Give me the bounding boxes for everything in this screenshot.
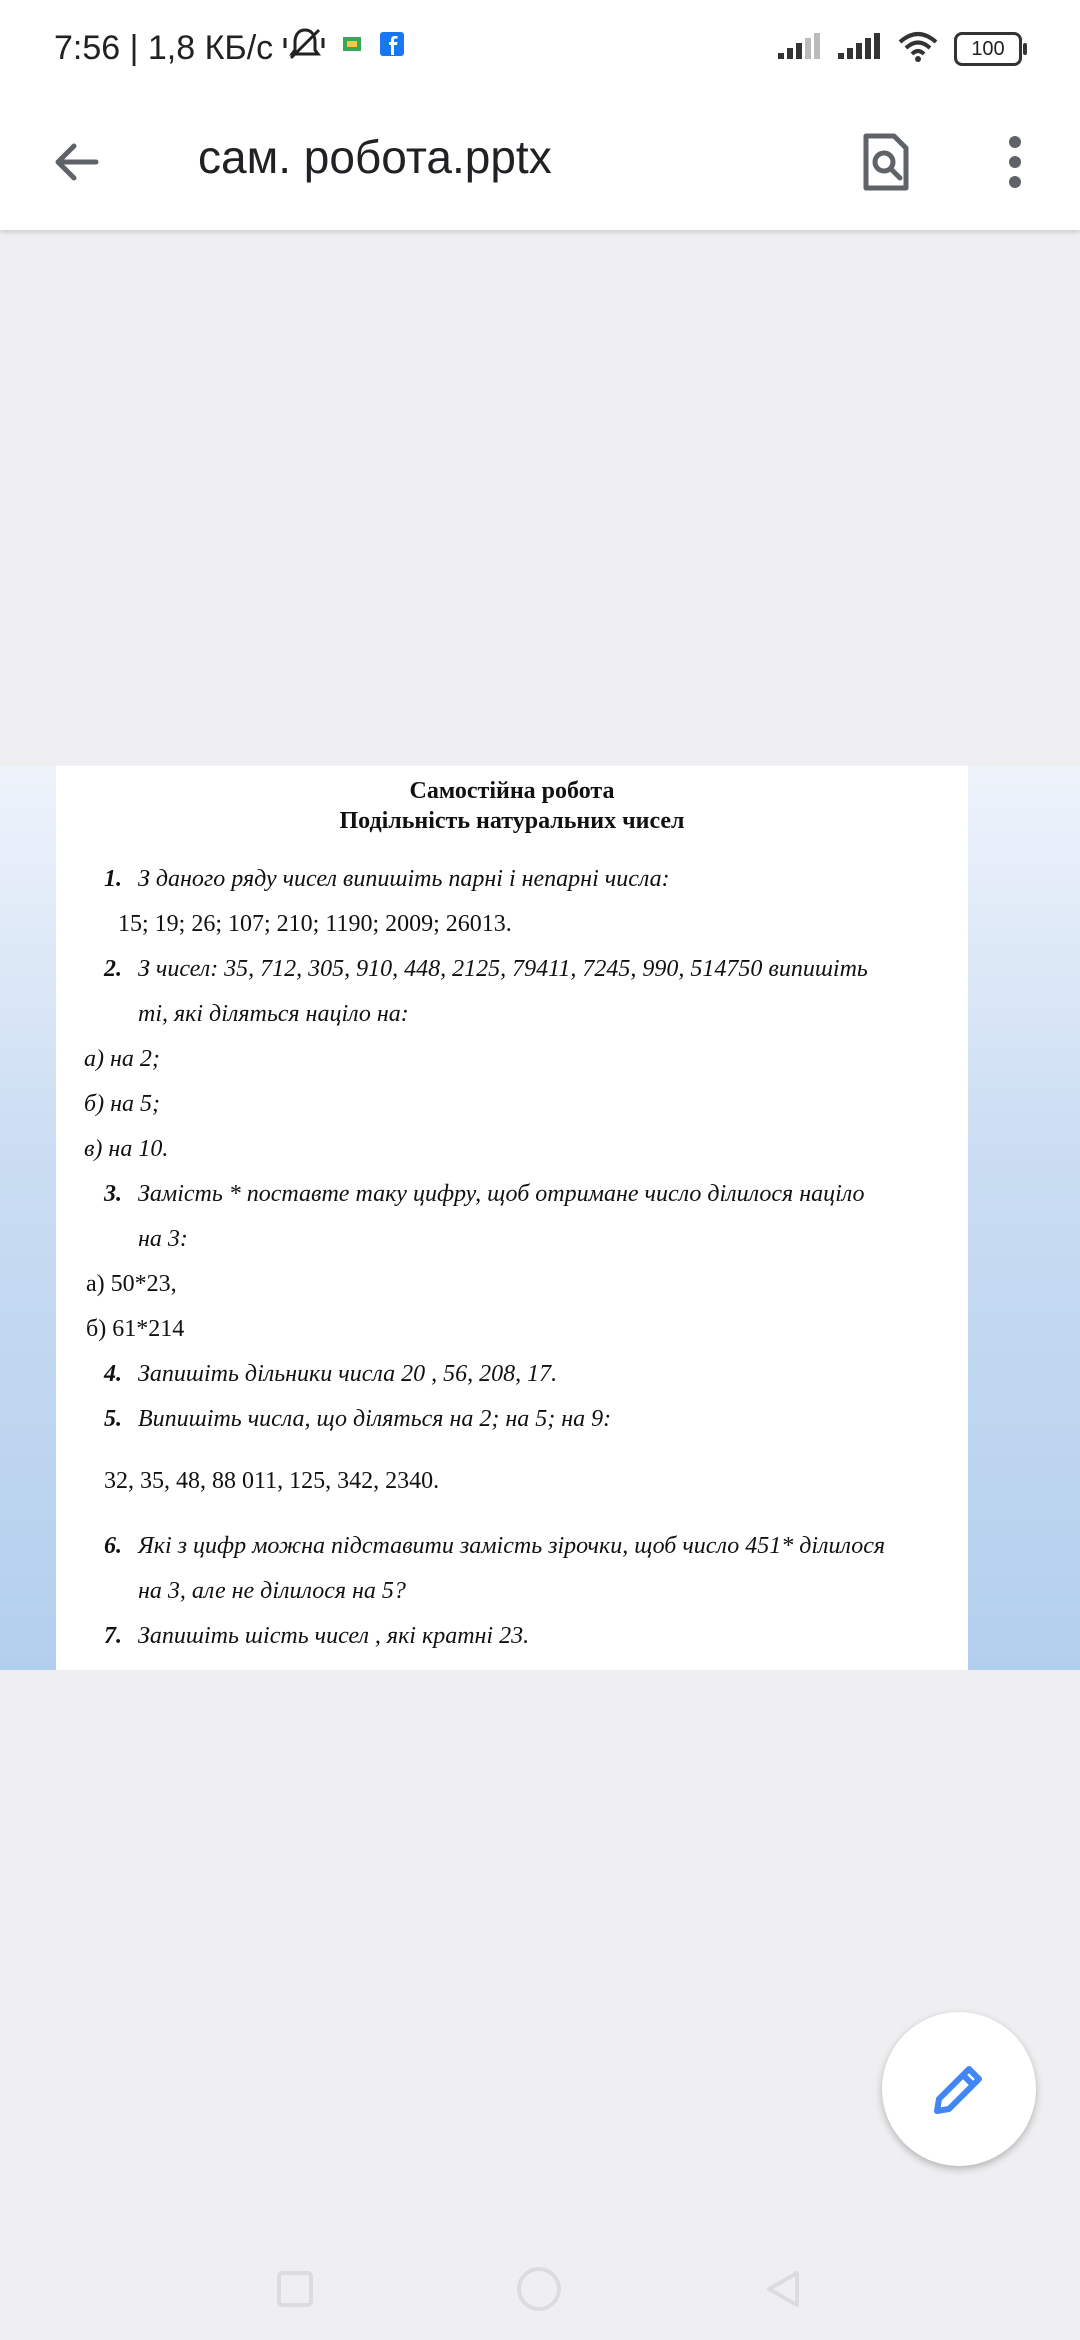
list-item: 32, 35, 48, 88 011, 125, 342, 2340. [104,1468,440,1494]
list-item: а) 50*23, [86,1271,177,1297]
find-in-document-icon [860,132,912,192]
list-item: в) на 10. [84,1136,169,1162]
edit-button[interactable] [882,2012,1036,2166]
back-button[interactable] [40,126,112,198]
silent-bell-icon [283,26,327,71]
system-nav-bar [0,2230,1080,2340]
back-nav-button[interactable] [758,2264,808,2314]
list-item: 2. З чисел: 35, 712, 305, 910, 448, 2125, 79411, 7245, 990, 514750 випишіть [104,956,868,982]
list-item: 1. З даного ряду чисел випишіть парні і непарні числа: [104,866,670,892]
back-arrow-icon [50,136,102,188]
status-time-speed: 7:56 | 1,8 КБ/с [54,29,274,67]
find-in-document-button[interactable] [846,122,926,202]
list-item: 7. Запишіть шість чисел , які кратні 23. [104,1623,530,1649]
signal-icon [776,31,822,66]
edit-pencil-icon [929,2059,989,2119]
list-item: б) на 5; [84,1091,160,1117]
facebook-icon [377,29,407,68]
list-item: б) 61*214 [86,1316,185,1342]
home-icon [515,2265,563,2313]
slide-title: Самостійна робота [409,778,615,804]
list-item: на 3: [138,1226,188,1252]
list-item: 15; 19; 26; 107; 210; 1190; 2009; 26013. [118,911,512,937]
back-icon [763,2269,803,2309]
list-item: 5. Випишіть числа, що діляться на 2; на 5; на 9: [104,1406,612,1432]
battery-icon: 100 [954,32,1022,66]
home-button[interactable] [514,2264,564,2314]
list-item: а) на 2; [84,1046,160,1072]
slide-subtitle: Подільність натуральних чисел [339,808,685,834]
more-options-button[interactable] [980,122,1050,202]
photo-app-icon [337,29,367,68]
list-item: ті, які діляться націло на: [138,1001,409,1027]
document-title: сам. робота.pptx [198,131,552,183]
more-vert-icon [1005,134,1025,190]
slide-page[interactable] [56,766,968,1670]
recent-apps-button[interactable] [270,2264,320,2314]
list-item: на 3, але не ділилося на 5? [138,1578,406,1604]
recent-apps-icon [275,2269,315,2309]
list-item: 3. Замість * поставте таку цифру, щоб отримане число ділилося націло [104,1181,865,1207]
status-bar [0,0,1080,96]
list-item: 6. Які з цифр можна підставити замість зірочки, щоб число 451* ділилося [104,1533,886,1559]
wifi-icon [896,30,940,67]
list-item: 4. Запишіть дільники числа 20 , 56, 208, 17. [104,1361,558,1387]
app-bar [0,96,1080,230]
signal-icon [836,31,882,66]
